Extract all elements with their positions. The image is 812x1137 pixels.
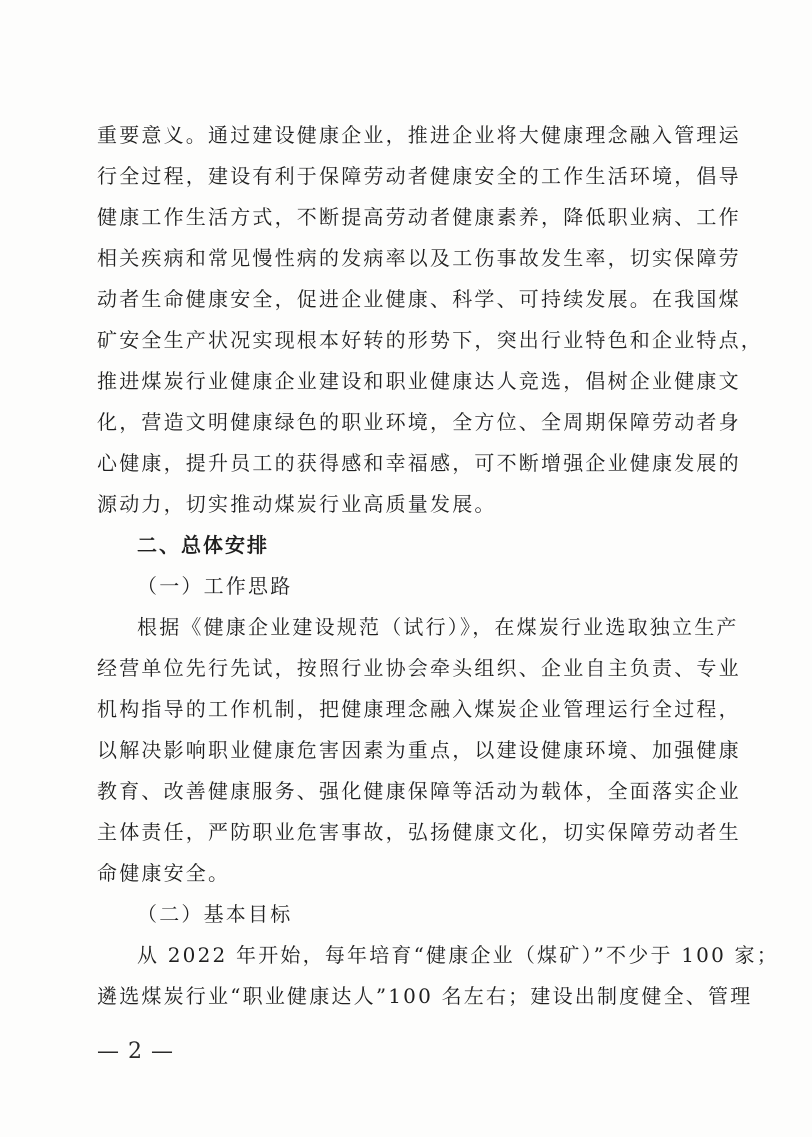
text-line: 根据《健康企业建设规范（试行）》，在煤炭行业选取独立生产 [137,615,739,639]
text-line: 以解决影响职业健康危害因素为重点，以建设健康环境、加强健康 [97,738,741,762]
text-line: 动者生命健康安全，促进企业健康、科学、可持续发展。在我国煤 [97,287,741,311]
text-line: 健康工作生活方式，不断提高劳动者健康素养，降低职业病、工作 [97,205,741,229]
text-line: 教育、改善健康服务、强化健康保障等活动为载体，全面落实企业 [97,779,741,803]
text-line: 行全过程，建设有利于保障劳动者健康安全的工作生活环境，倡导 [97,164,741,188]
text-line: 化，营造文明健康绿色的职业环境，全方位、全周期保障劳动者身 [97,410,741,434]
text-line: 推进煤炭行业健康企业建设和职业健康达人竞选，倡树企业健康文 [97,369,741,393]
text-line: 主体责任，严防职业危害事故，弘扬健康文化，切实保障劳动者生 [97,820,741,844]
page-number: — 2 — [97,1039,174,1064]
text-line: 相关疾病和常见慢性病的发病率以及工伤事故发生率，切实保障劳 [97,246,741,270]
subsection-heading: （二）基本目标 [137,902,293,926]
text-line: 从 2022 年开始，每年培育“健康企业（煤矿）”不少于 100 家； [137,943,779,967]
text-line: 矿安全生产状况实现根本好转的形势下，突出行业特色和企业特点， [97,328,763,352]
subsection-heading: （一）工作思路 [137,574,293,598]
text-line: 命健康安全。 [97,861,231,885]
text-line: 经营单位先行先试，按照行业协会牵头组织、企业自主负责、专业 [97,656,741,680]
text-line: 遴选煤炭行业“职业健康达人”100 名左右；建设出制度健全、管理 [97,984,753,1008]
text-line: 重要意义。通过建设健康企业，推进企业将大健康理念融入管理运 [97,123,741,147]
text-line: 心健康，提升员工的获得感和幸福感，可不断增强企业健康发展的 [97,451,741,475]
section-heading: 二、总体安排 [137,533,269,557]
text-line: 机构指导的工作机制，把健康理念融入煤炭企业管理运行全过程， [97,697,741,721]
text-line: 源动力，切实推动煤炭行业高质量发展。 [97,492,497,516]
